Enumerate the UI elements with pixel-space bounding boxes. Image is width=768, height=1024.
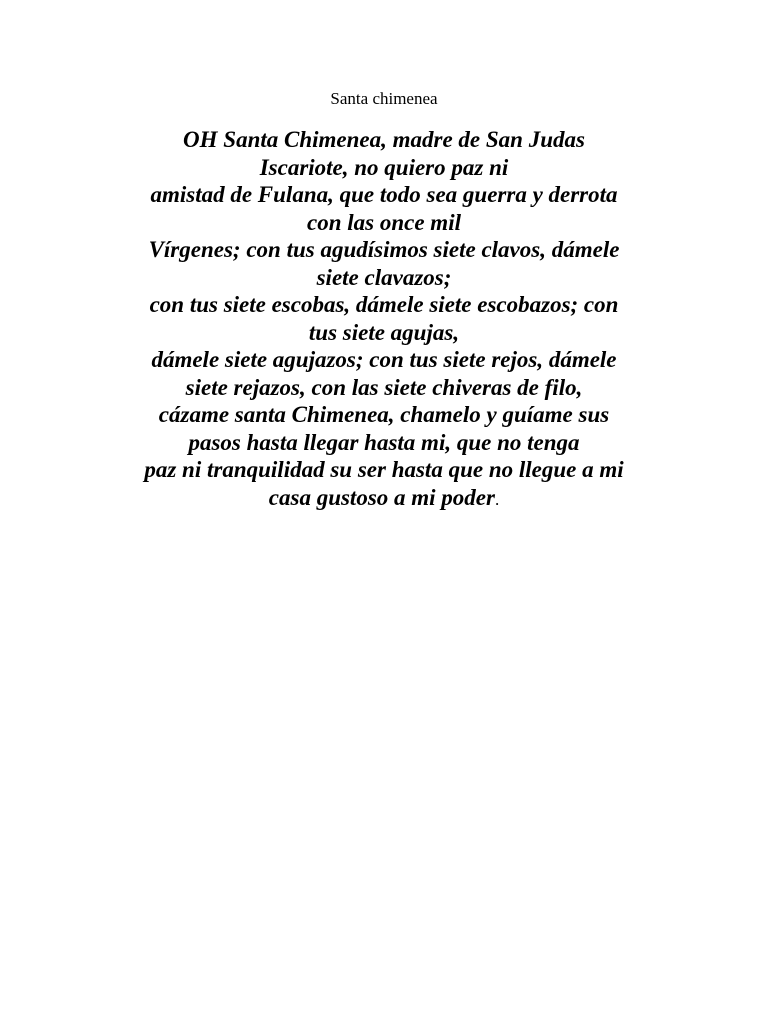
prayer-line-7: con tus siete escobas, dámele siete escobazos; con [149, 292, 619, 317]
prayer-line-3: amistad de Fulana, que todo sea guerra y derrota [150, 182, 618, 207]
prayer-line-1: OH Santa Chimenea, madre de San Judas [183, 127, 585, 152]
prayer-line-6: siete clavazos; [316, 264, 452, 290]
document-title: Santa chimenea [330, 89, 438, 108]
prayer-line-8: tus siete agujas, [308, 319, 460, 345]
prayer-line-14-text: casa gustoso a mi poder [268, 484, 495, 510]
prayer-line-13: paz ni tranquilidad su ser hasta que no llegue a mi [144, 457, 624, 482]
prayer-line-2: Iscariote, no quiero paz ni [259, 154, 509, 180]
prayer-line-9: dámele siete agujazos; con tus siete rejos, dámele [151, 347, 617, 372]
prayer-text [96, 126, 672, 513]
prayer-line-11: cázame santa Chimenea, chamelo y guíame sus [158, 402, 610, 427]
prayer-line-5: Vírgenes; con tus agudísimos siete clavos, dámele [148, 237, 620, 262]
prayer-line-4: con las once mil [307, 209, 461, 235]
prayer-line-10: siete rejazos, con las siete chiveras de filo, [185, 374, 583, 400]
final-period: . [494, 489, 500, 509]
prayer-line-12: pasos hasta llegar hasta mi, que no tenga [188, 429, 580, 455]
prayer-line-14 [96, 484, 672, 514]
